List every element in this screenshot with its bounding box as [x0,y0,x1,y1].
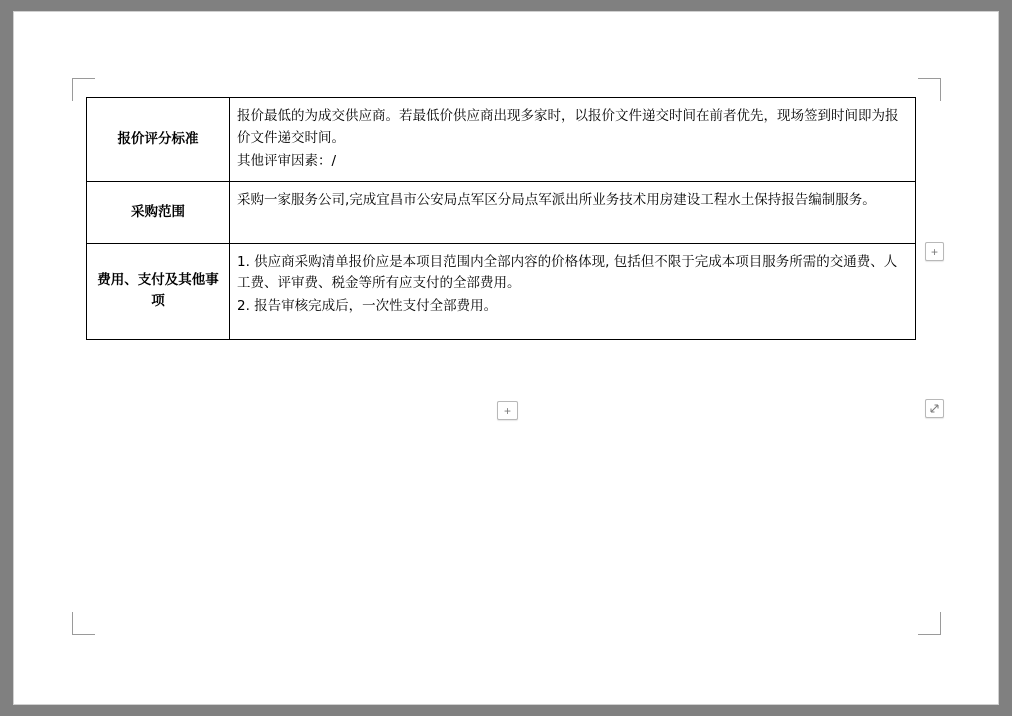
paragraph: 报价最低的为成交供应商。若最低价供应商出现多家时，以报价文件递交时间在前者优先，现场签到时间即为报价文件递交时间。 [237,108,899,146]
row-label-procurement-scope: 采购范围 [87,181,230,243]
paragraph: 1. 供应商采购清单报价应是本项目范围内全部内容的价格体现, 包括但不限于完成本项目服务所需的交通费、人工费、评审费、税金等所有应支付的全部费用。 [237,253,898,292]
crop-mark-top-right [918,78,941,101]
table-row [87,181,916,243]
resize-handle-icon [930,404,939,413]
row-label-fees-payment: 费用、支付及其他事项 [87,243,230,339]
paragraph: 其他评审因素：/ [237,152,337,169]
paragraph: 2. 报告审核完成后，一次性支付全部费用。 [237,298,498,315]
table-row [87,98,916,182]
row-label-scoring-criteria: 报价评分标准 [87,98,230,182]
table-resize-handle[interactable] [925,399,944,418]
crop-mark-bottom-right [918,612,941,635]
table-row [87,243,916,339]
add-column-button[interactable]: + [925,242,944,261]
add-row-button[interactable]: + [497,401,518,420]
row-content-fees-payment [230,243,916,339]
crop-mark-bottom-left [72,612,95,635]
procurement-table [86,97,916,340]
row-content-procurement-scope [230,181,916,243]
row-content-scoring-criteria [230,98,916,182]
paragraph: 采购一家服务公司,完成宜昌市公安局点军区分局点军派出所业务技术用房建设工程水土保持报告编制服务。 [237,191,876,208]
document-page [14,12,998,704]
